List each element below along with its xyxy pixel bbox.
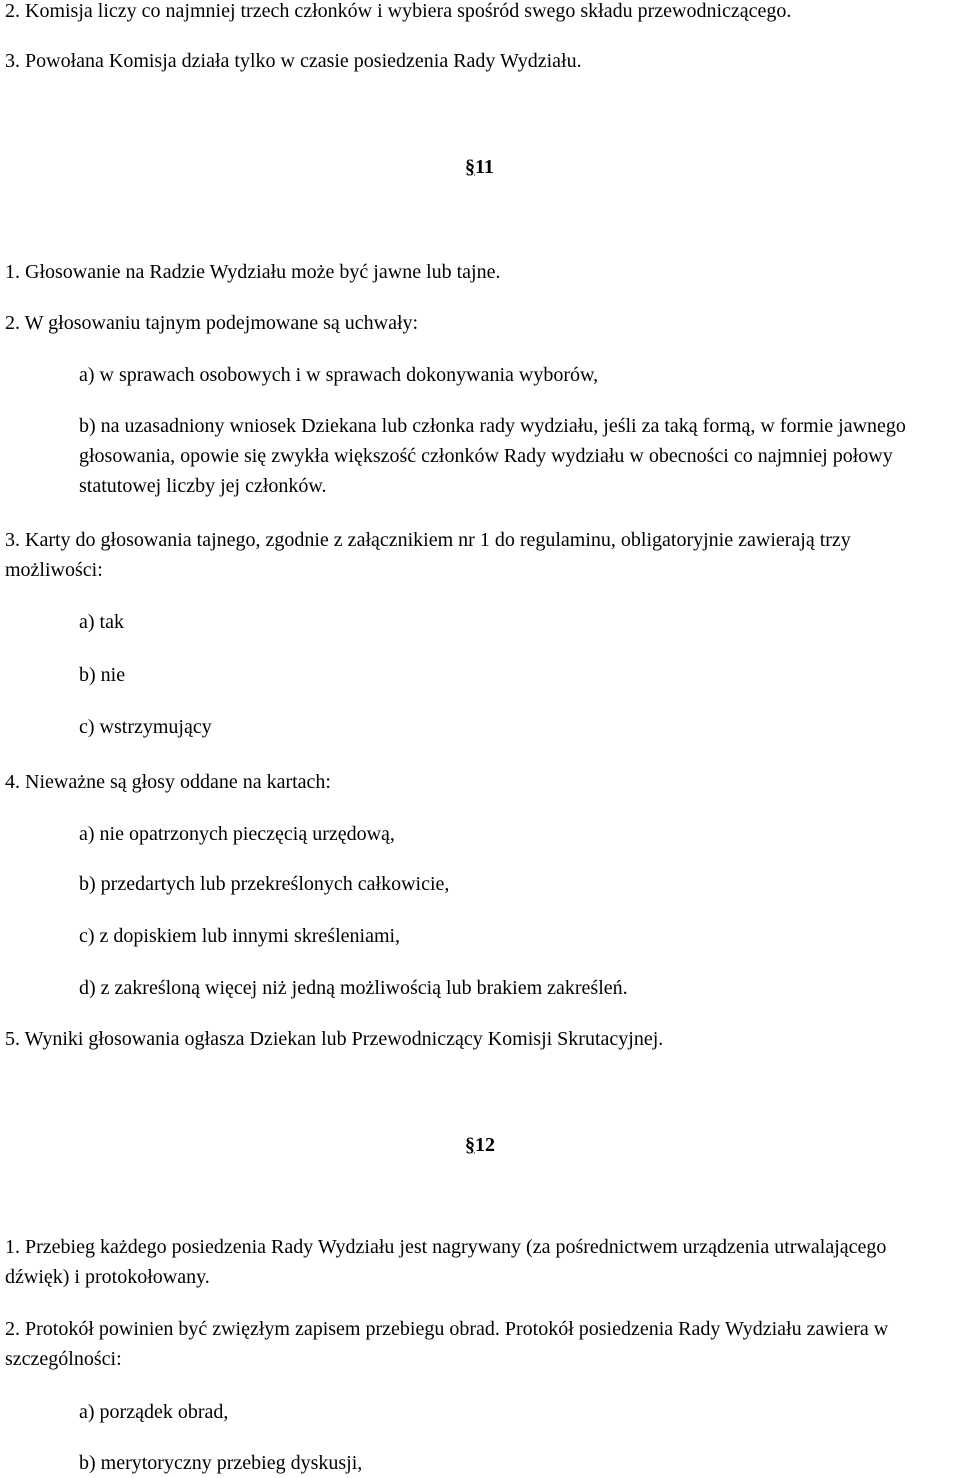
paragraph-wyniki-glosowania: 5. Wyniki głosowania ogłasza Dziekan lub Przewodniczący Komisji Skrutacyjnej. bbox=[5, 1028, 664, 1050]
paragraph-glosowanie-jawne: 1. Głosowanie na Radzie Wydziału może być jawne lub tajne. bbox=[5, 261, 501, 283]
paragraph-komisja-czas: 3. Powołana Komisja działa tylko w czasie posiedzenia Rady Wydziału. bbox=[5, 50, 582, 72]
section-symbol: § bbox=[465, 1134, 475, 1156]
paragraph-komisja-sklad: 2. Komisja liczy co najmniej trzech członków i wybiera spośród swego składu przewodniczącego. bbox=[5, 0, 792, 22]
list-item-dopiski: c) z dopiskiem lub innymi skreśleniami, bbox=[79, 925, 401, 947]
list-item-wstrzymujacy: c) wstrzymujący bbox=[79, 716, 212, 738]
list-item-osobowe: a) w sprawach osobowych i w sprawach dokonywania wyborów, bbox=[79, 364, 599, 386]
list-item-przebieg-dyskusji: b) merytoryczny przebieg dyskusji, bbox=[79, 1452, 363, 1474]
section-symbol: § bbox=[465, 156, 475, 178]
list-item-porzadek-obrad: a) porządek obrad, bbox=[79, 1401, 229, 1423]
list-item-przedarte: b) przedartych lub przekreślonych całkowicie, bbox=[79, 873, 450, 895]
section-number: 11 bbox=[475, 156, 494, 178]
paragraph-karty-do-glosowania: 3. Karty do głosowania tajnego, zgodnie z załącznikiem nr 1 do regulaminu, obligatoryjnie zawierają trzy możliwości: bbox=[5, 529, 851, 581]
list-item-nie: b) nie bbox=[79, 664, 126, 686]
section-heading-11 bbox=[465, 152, 494, 182]
paragraph-protokol: 2. Protokół powinien być zwięzłym zapisem przebiegu obrad. Protokół posiedzenia Rady Wydziału zawiera w szczególności: bbox=[5, 1318, 889, 1370]
section-number: 12 bbox=[475, 1134, 495, 1156]
list-item-tak: a) tak bbox=[79, 611, 124, 633]
list-item-pieczec: a) nie opatrzonych pieczęcią urzędową, bbox=[79, 823, 395, 845]
paragraph-glosowanie-tajne: 2. W głosowaniu tajnym podejmowane są uchwały: bbox=[5, 312, 419, 334]
list-item-zakreslenia: d) z zakreśloną więcej niż jedną możliwością lub brakiem zakreśleń. bbox=[79, 977, 628, 999]
list-item-wniosek-dziekana: b) na uzasadniony wniosek Dziekana lub członka rady wydziału, jeśli za taką formą, w formie jawnego głosowania, opowie się zwykła większość członków Rady wydziału w obecności co najmniej połowy statutowej liczby jej członków. bbox=[79, 415, 906, 497]
section-heading-12 bbox=[465, 1130, 495, 1160]
paragraph-niewazne-glosy: 4. Nieważne są głosy oddane na kartach: bbox=[5, 771, 331, 793]
paragraph-przebieg-posiedzenia: 1. Przebieg każdego posiedzenia Rady Wydziału jest nagrywany (za pośrednictwem urządzenia utrwalającego dźwięk) i protokołowany. bbox=[5, 1236, 887, 1288]
